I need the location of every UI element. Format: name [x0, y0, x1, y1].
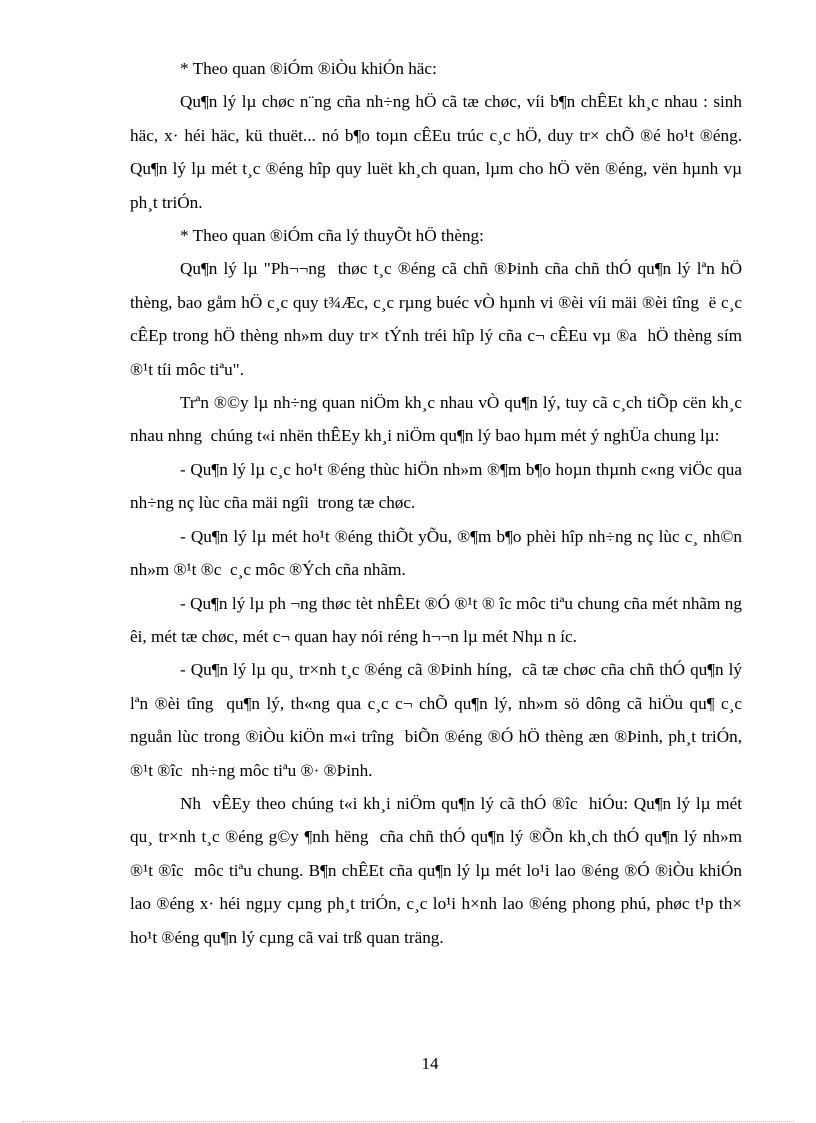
- list-item-management-activity: - Qu¶n lý lµ c¸c ho¹t ®éng thùc hiÖn nh»m ®¶m b¶o hoµn thµnh c«ng viÖc qua nh÷ng nç lùc cña mäi ngîi trong tæ chøc.: [130, 459, 747, 513]
- paragraph-conclusion: Nh vÊEy theo chúng t«i kh¸i niÖm qu¶n lý cã thÓ ®îc hiÓu: Qu¶n lý lµ mét qu¸ tr×nh t¸c ®éng g©y ¶nh hëng cña chñ thÓ qu¶n lý ®Õn kh¸ch thÓ qu¶n lý nh»m ®¹t ®îc môc tiªu chung. B¶n chÊEt cña qu¶n lý lµ mét lo¹i lao ®éng ®Ó ®iÒu khiÓn lao ®éng x· héi ngµy cµng ph¸t triÓn, c¸c lo¹i h×nh lao ®éng phong phú, phøc t¹p th× ho¹t ®éng qu¶n lý cµng cã vai trß quan träng.: [130, 793, 747, 947]
- paragraph-systems-definition: Qu¶n lý lµ "Ph¬¬ng thøc t¸c ®éng cã chñ ®Þinh cña chñ thÓ qu¶n lý lªn hÖ thèng, bao gåm hÖ c¸c quy t¾Æc, c¸c rµng buéc vÒ hµnh vi ®èi víi mäi ®èi tîng ë c¸c cÊEp trong hÖ thèng nh»m duy tr× tÝnh tréi hîp lý cña c¬ cÊEu vµ ®a hÖ thèng sím ®¹t tíi môc tiªu".: [130, 259, 747, 379]
- page-bottom-divider: [22, 1121, 794, 1122]
- document-page: [130, 52, 747, 954]
- section-heading-cybernetics: * Theo quan ®iÓm ®iÒu khiÓn häc:: [180, 59, 437, 78]
- paragraph-common-meaning: Trªn ®©y lµ nh÷ng quan niÖm kh¸c nhau vÒ qu¶n lý, tuy cã c¸ch tiÕp cën kh¸c nhau nhng chúng t«i nhën thÊEy kh¸i niÖm qu¶n lý bao hµm mét ý nghÜa chung lµ:: [130, 393, 747, 446]
- paragraph-cybernetics-definition: Qu¶n lý lµ chøc n¨ng cña nh÷ng hÖ cã tæ chøc, víi b¶n chÊEt kh¸c nhau : sinh häc, x· héi häc, kü thuët... nó b¶o toµn cÊEu trúc c¸c hÖ, duy tr× chÕ ®é ho¹t ®éng. Qu¶n lý lµ mét t¸c ®éng hîp quy luët kh¸ch quan, lµm cho hÖ vën ®éng, vën hµnh vµ ph¸t triÓn.: [130, 92, 747, 212]
- list-item-management-coordination: - Qu¶n lý lµ mét ho¹t ®éng thiÕt yÕu, ®¶m b¶o phèi hîp nh÷ng nç lùc c¸ nh©n nh»m ®¹t ®c c¸c môc ®Ých cña nhãm.: [130, 526, 747, 580]
- list-item-management-method: - Qu¶n lý lµ ph ¬ng thøc tèt nhÊEt ®Ó ®¹t ® îc môc tiªu chung cña mét nhãm ng êi, mét tæ chøc, mét c¬ quan hay nói réng h¬¬n lµ mét Nhµ n íc.: [130, 593, 747, 646]
- list-item-management-process: - Qu¶n lý lµ qu¸ tr×nh t¸c ®éng cã ®Þinh híng, cã tæ chøc cña chñ thÓ qu¶n lý lªn ®èi tîng qu¶n lý, th«ng qua c¸c c¬ chÕ qu¶n lý, nh»m sö dông cã hiÖu qu¶ c¸c nguån lùc trong ®iÒu kiÖn m«i trîng biÕn ®éng ®Ó hÖ thèng æn ®Þinh, ph¸t triÓn, ®¹t ®îc nh÷ng môc tiªu ®· ®Þinh.: [130, 660, 747, 780]
- section-heading-systems-theory: * Theo quan ®iÓm cña lý thuyÕt hÖ thèng:: [180, 226, 484, 246]
- page-number: 14: [421, 1054, 439, 1073]
